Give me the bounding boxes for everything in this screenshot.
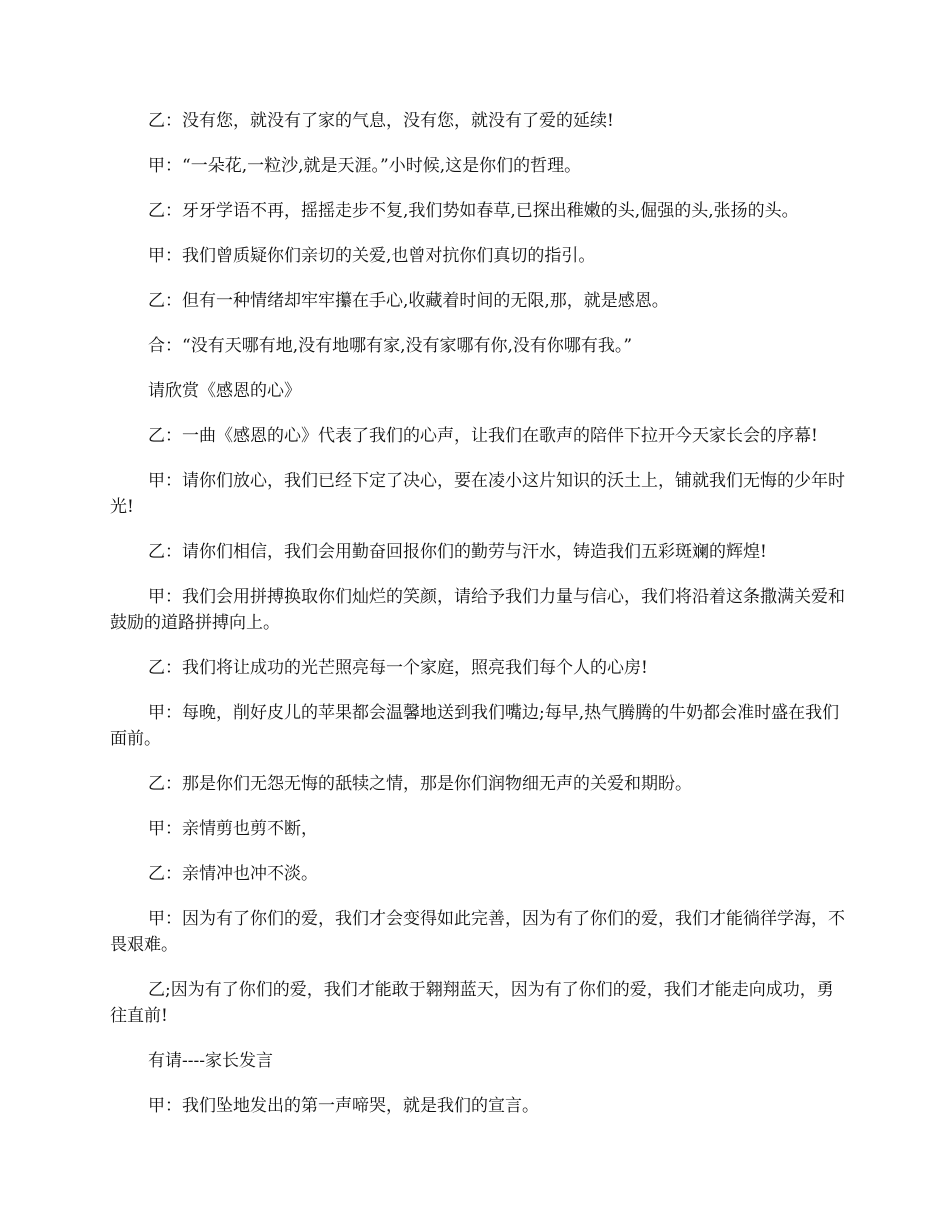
paragraph: 甲：每晚，削好皮儿的苹果都会温馨地送到我们嘴边;每早,热气腾腾的牛奶都会准时盛在我们面前。 <box>110 703 840 749</box>
paragraph: 甲：亲情剪也剪不断， <box>148 819 318 839</box>
paragraph: 乙：一曲《感恩的心》代表了我们的心声，让我们在歌声的陪伴下拉开今天家长会的序幕! <box>148 426 818 446</box>
paragraph: 甲：“一朵花,一粒沙,就是天涯。”小时候,这是你们的哲理。 <box>148 156 582 176</box>
paragraph: 甲：因为有了你们的爱，我们才会变得如此完善，因为有了你们的爱，我们才能徜徉学海，不畏艰难。 <box>110 909 845 955</box>
paragraph: 甲：我们曾质疑你们亲切的关爱,也曾对抗你们真切的指引。 <box>148 246 596 266</box>
paragraph: 乙：没有您，就没有了家的气息，没有您，就没有了爱的延续! <box>148 111 614 131</box>
paragraph: 乙;因为有了你们的爱，我们才能敢于翱翔蓝天，因为有了你们的爱，我们才能走向成功，勇往直前! <box>110 980 834 1026</box>
paragraph: 乙：我们将让成功的光芒照亮每一个家庭，照亮我们每个人的心房! <box>148 658 648 678</box>
paragraph: 合：“没有天哪有地,没有地哪有家,没有家哪有你,没有你哪有我。” <box>148 336 633 356</box>
paragraph: 甲：我们会用拼搏换取你们灿烂的笑颜，请给予我们力量与信心，我们将沿着这条撒满关爱和鼓励的道路拼搏向上。 <box>110 587 845 633</box>
paragraph: 乙：但有一种情绪却牢牢攥在手心,收藏着时间的无限,那，就是感恩。 <box>148 291 669 311</box>
paragraph: 有请----家长发言 <box>148 1051 273 1071</box>
paragraph: 乙：亲情冲也冲不淡。 <box>148 864 318 884</box>
paragraph: 甲：我们坠地发出的第一声啼哭，就是我们的宣言。 <box>148 1096 539 1116</box>
paragraph: 乙：请你们相信，我们会用勤奋回报你们的勤劳与汗水，铸造我们五彩斑斓的辉煌! <box>148 542 767 562</box>
paragraph: 乙：那是你们无怨无悔的舐犊之情，那是你们润物细无声的关爱和期盼。 <box>148 774 692 794</box>
paragraph: 甲：请你们放心，我们已经下定了决心，要在凌小这片知识的沃土上，铺就我们无悔的少年时光! <box>110 471 845 517</box>
paragraph: 请欣赏《感恩的心》 <box>148 381 301 401</box>
document-body <box>110 108 850 1138</box>
paragraph: 乙：牙牙学语不再，摇摇走步不复,我们势如春草,已探出稚嫩的头,倔强的头,张扬的头。 <box>148 201 799 221</box>
